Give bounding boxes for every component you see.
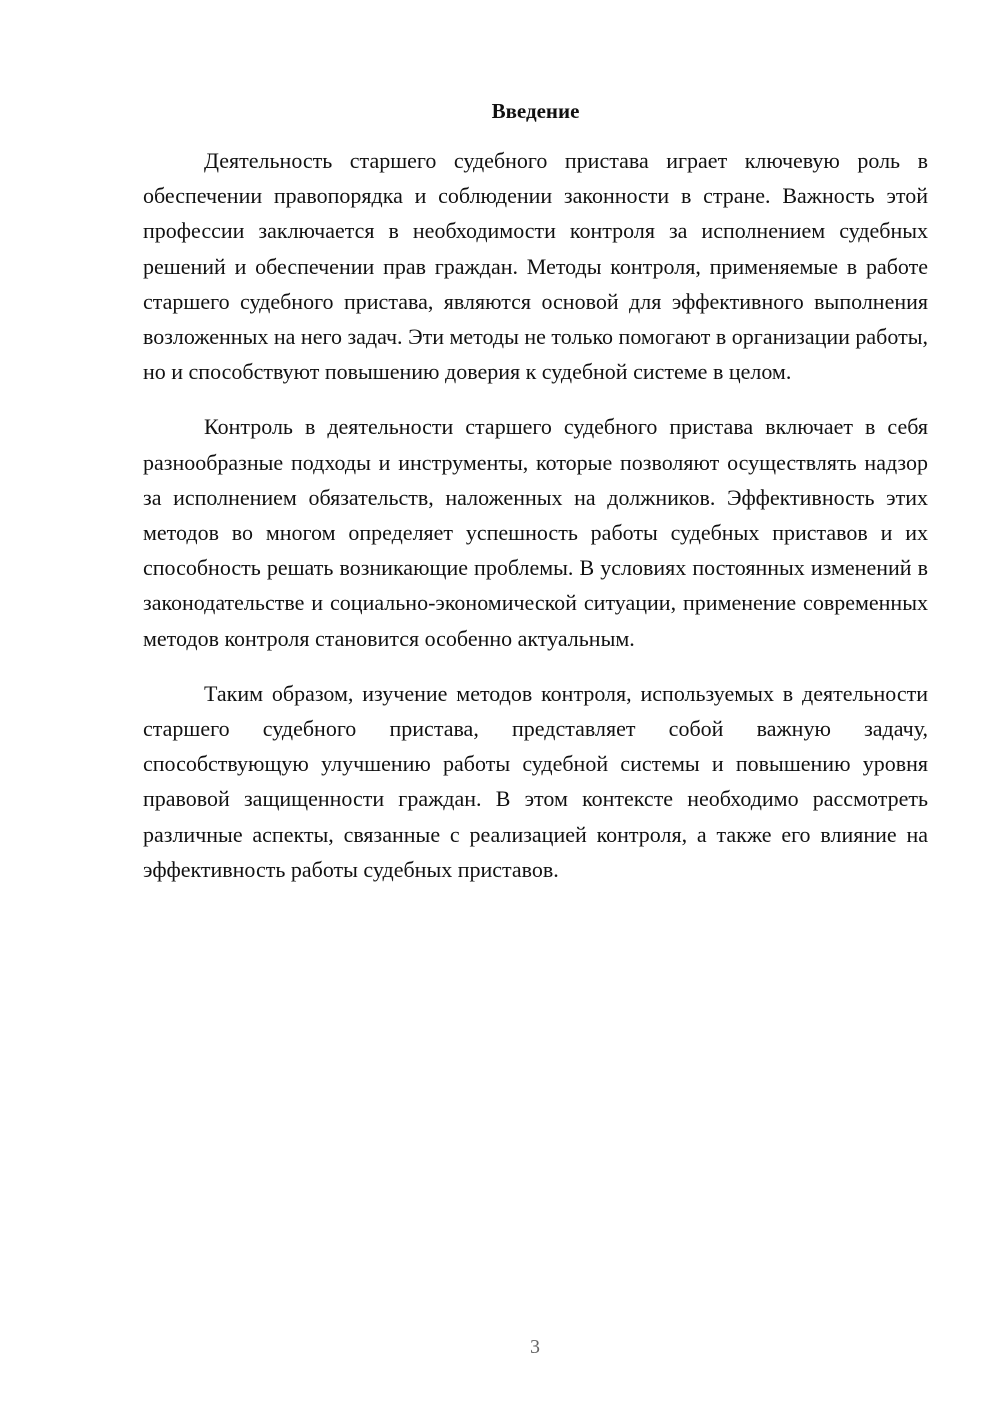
paragraph-2: Контроль в деятельности старшего судебного пристава включает в себя разнообразные подходы и инструменты, которые позволяют осуществлять надзор за исполнением обязательств, наложенных на должников. Эффективность этих методов во многом определяет успешность работы судебных приставов и их способность решать возникающие проблемы. В условиях постоянных изменений в законодательстве и социально-экономической ситуации, применение современных методов контроля становится особенно актуальным. [143, 414, 928, 651]
paragraph-3: Таким образом, изучение методов контроля, используемых в деятельности старшего судебного пристава, представляет собой важную задачу, способствующую улучшению работы судебной системы и повышению уровня правовой защищенности граждан. В этом контексте необходимо рассмотреть различные аспекты, связанные с реализацией контроля, а также его влияние на эффективность работы судебных приставов. [143, 680, 928, 882]
page-title: Введение [491, 99, 580, 123]
page-number: 3 [530, 1336, 540, 1358]
document-body [143, 143, 928, 907]
paragraph-1: Деятельность старшего судебного пристава играет ключевую роль в обеспечении правопорядка и соблюдении законности в стране. Важность этой профессии заключается в необходимости контроля за исполнением судебных решений и обеспечении прав граждан. Методы контроля, применяемые в работе старшего судебного пристава, являются основой для эффективного выполнения возложенных на него задач. Эти методы не только помогают в организации работы, но и способствуют повышению доверия к судебной системе в целом. [143, 148, 928, 385]
